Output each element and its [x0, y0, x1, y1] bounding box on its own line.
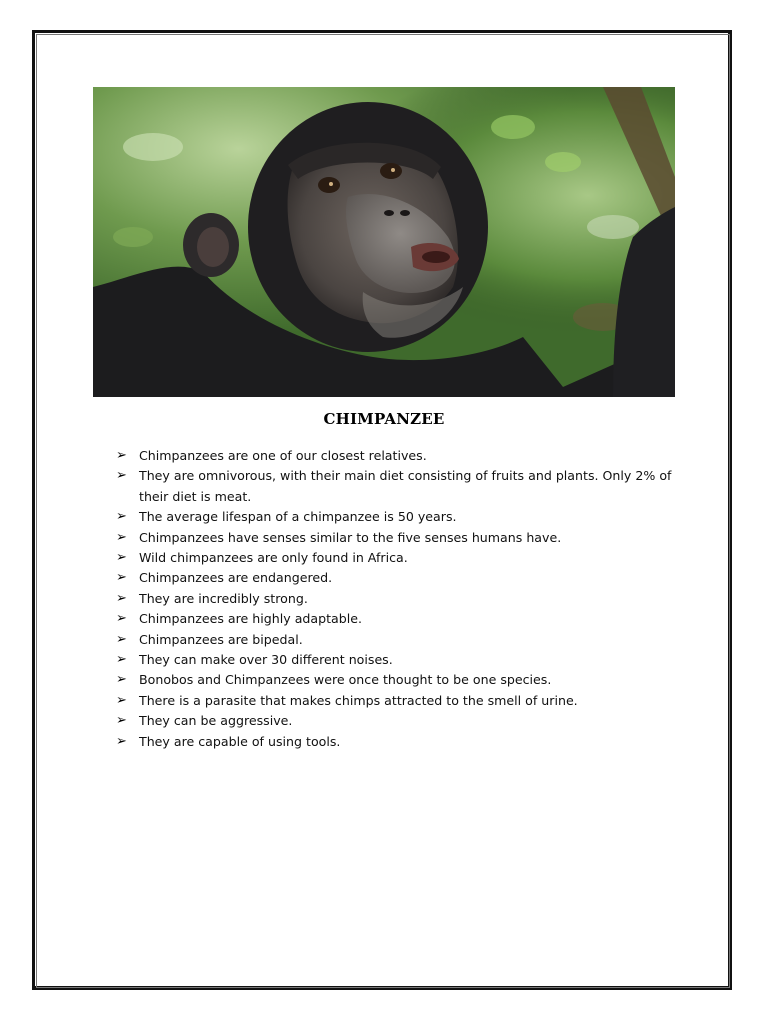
fact-item — [116, 691, 676, 711]
fact-item — [116, 528, 676, 548]
fact-item — [116, 548, 676, 568]
arrowhead-bullet-icon: ➢ — [116, 590, 127, 606]
fact-text: They can make over 30 different noises. — [139, 652, 393, 668]
fact-text: Chimpanzees are bipedal. — [139, 631, 303, 647]
fact-item — [116, 670, 676, 690]
arrowhead-bullet-icon: ➢ — [116, 550, 127, 566]
arrowhead-bullet-icon: ➢ — [116, 570, 127, 586]
fact-item — [116, 507, 676, 527]
arrowhead-bullet-icon: ➢ — [116, 611, 127, 627]
fact-item — [116, 711, 676, 731]
arrowhead-bullet-icon: ➢ — [116, 529, 127, 545]
fact-text: Chimpanzees are one of our closest relatives. — [139, 448, 427, 463]
arrowhead-bullet-icon: ➢ — [116, 652, 127, 668]
fact-text: Wild chimpanzees are only found in Africa. — [139, 550, 408, 566]
arrowhead-bullet-icon: ➢ — [116, 713, 127, 729]
fact-item — [116, 466, 676, 507]
fact-item — [116, 630, 676, 650]
facts-list — [116, 446, 676, 752]
fact-text: There is a parasite that makes chimps attracted to the smell of urine. — [139, 692, 578, 708]
arrowhead-bullet-icon: ➢ — [116, 692, 127, 708]
fact-text: They are capable of using tools. — [139, 733, 341, 749]
arrowhead-bullet-icon: ➢ — [116, 468, 127, 484]
fact-text: They are incredibly strong. — [139, 590, 308, 606]
fact-text: They are omnivorous, with their main diet consisting of fruits and plants. Only 2% of their diet is meat. — [139, 468, 672, 504]
fact-text: Chimpanzees are endangered. — [139, 570, 333, 586]
arrowhead-bullet-icon: ➢ — [116, 509, 127, 525]
fact-item — [116, 650, 676, 670]
arrowhead-bullet-icon: ➢ — [116, 672, 127, 688]
fact-text: They can be aggressive. — [139, 713, 293, 729]
arrowhead-bullet-icon: ➢ — [116, 733, 127, 749]
fact-item — [116, 568, 676, 588]
fact-item — [116, 732, 676, 752]
fact-text: The average lifespan of a chimpanzee is 50 years. — [139, 509, 457, 525]
fact-item — [116, 589, 676, 609]
document-title: CHIMPANZEE — [323, 410, 445, 428]
fact-text: Bonobos and Chimpanzees were once thought to be one species. — [139, 672, 552, 688]
arrowhead-bullet-icon: ➢ — [116, 448, 127, 463]
chimpanzee-photo — [93, 87, 675, 397]
arrowhead-bullet-icon: ➢ — [116, 631, 127, 647]
fact-text: Chimpanzees are highly adaptable. — [139, 611, 363, 627]
fact-item — [116, 609, 676, 629]
fact-text: Chimpanzees have senses similar to the five senses humans have. — [139, 529, 562, 545]
fact-item — [116, 446, 676, 466]
